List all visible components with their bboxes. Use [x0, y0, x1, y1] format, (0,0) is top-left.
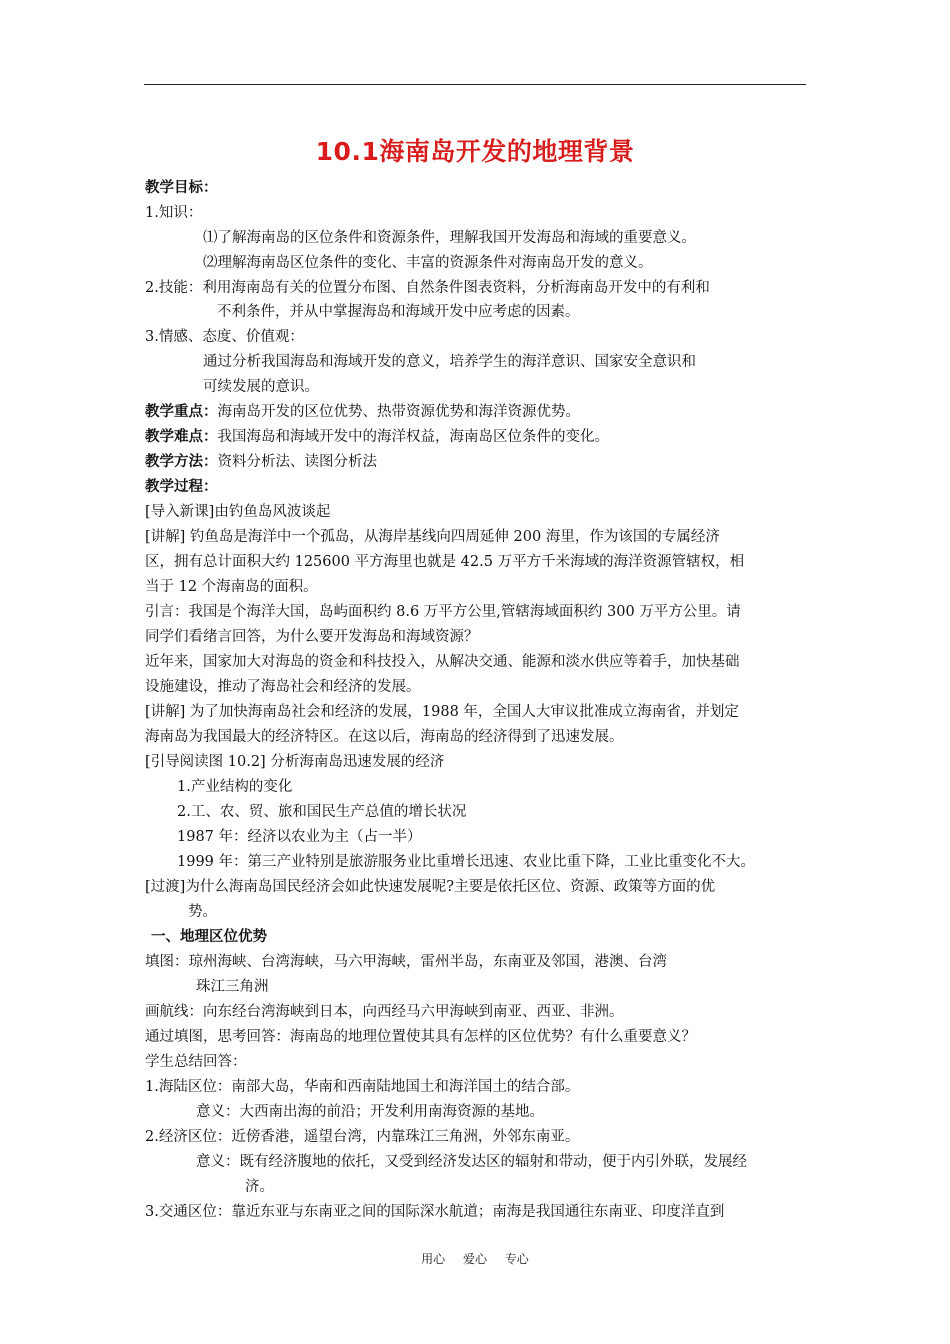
text-line: [导入新课]由钓鱼岛风波谈起 [145, 504, 331, 520]
text-line: 近年来，国家加大对海岛的资金和科技投入，从解决交通、能源和淡水供应等着手，加快基础 [145, 654, 740, 670]
text-line: [过渡]为什么海南岛国民经济会如此快速发展呢?主要是依托区位、资源、政策等方面的优 [145, 879, 716, 895]
section-heading-location: 一、地理区位优势 [151, 929, 267, 945]
text-line: 海南岛为我国最大的经济特区。在这以后，海南岛的经济得到了迅速发展。 [145, 729, 624, 745]
text-line: 2.经济区位：近傍香港，遥望台湾，内靠珠江三角洲，外邻东南亚。 [145, 1129, 580, 1145]
text-line: [引导阅读图 10.2] 分析海南岛迅速发展的经济 [145, 754, 445, 770]
difficulties-line [145, 427, 609, 447]
text-line: 3.交通区位：靠近东亚与东南亚之间的国际深水航道；南海是我国通往东南亚、印度洋直到 [145, 1204, 725, 1220]
text-line: ⑴了解海南岛的区位条件和资源条件，理解我国开发海岛和海域的重要意义。 [203, 230, 696, 246]
text-line: 通过填图，思考回答：海南岛的地理位置使其具有怎样的区位优势？有什么重要意义？ [145, 1029, 696, 1045]
section-heading-process: 教学过程： [145, 479, 218, 495]
page-title: 10.1海南岛开发的地理背景 [315, 137, 635, 166]
text-line: 3.情感、态度、价值观： [145, 329, 304, 345]
key-points-line [145, 402, 580, 422]
text-line: 济。 [245, 1179, 274, 1195]
difficulties-text: 我国海岛和海域开发中的海洋权益，海南岛区位条件的变化。 [217, 429, 609, 445]
page-footer: 用心 爱心 专心 [421, 1252, 529, 1266]
header-rule [144, 84, 806, 85]
text-line: 设施建设，推动了海岛社会和经济的发展。 [145, 679, 421, 695]
text-line: 意义：大西南出海的前沿；开发利用南海资源的基地。 [196, 1104, 544, 1120]
text-line: 1987 年：经济以农业为主（占一半） [177, 829, 422, 845]
methods-line [145, 452, 377, 472]
text-line: 引言：我国是个海洋大国，岛屿面积约 8.6 万平方公里,管辖海域面积约 300 万平方公里。请 [145, 604, 741, 620]
text-line: 填图：琼州海峡、台湾海峡，马六甲海峡，雷州半岛，东南亚及邻国，港澳、台湾 [145, 954, 667, 970]
text-line: 珠江三角洲 [196, 979, 269, 995]
text-line: ⑵理解海南岛区位条件的变化、丰富的资源条件对海南岛开发的意义。 [203, 255, 653, 271]
text-line: 学生总结回答： [145, 1054, 247, 1070]
text-line: 通过分析我国海岛和海域开发的意义，培养学生的海洋意识、国家安全意识和 [203, 354, 696, 370]
methods-text: 资料分析法、读图分析法 [217, 454, 377, 470]
text-line: 1999 年：第三产业特别是旅游服务业比重增长迅速、农业比重下降，工业比重变化不大。 [177, 854, 756, 870]
text-line: 1.知识： [145, 205, 203, 221]
text-line: 同学们看绪言回答，为什么要开发海岛和海域资源？ [145, 629, 479, 645]
key-points-label: 教学重点： [145, 404, 218, 420]
text-line: 画航线：向东经台湾海峡到日本，向西经马六甲海峡到南亚、西亚、非洲。 [145, 1004, 624, 1020]
methods-label: 教学方法： [145, 454, 218, 470]
text-line: 2.技能：利用海南岛有关的位置分布图、自然条件图表资料，分析海南岛开发中的有利和 [145, 280, 710, 296]
text-line: 1.海陆区位：南部大岛，华南和西南陆地国土和海洋国土的结合部。 [145, 1079, 580, 1095]
section-heading-objectives: 教学目标： [145, 180, 218, 196]
text-line: 意义：既有经济腹地的依托，又受到经济发达区的辐射和带动，便于内引外联，发展经 [196, 1154, 747, 1170]
text-line: 1.产业结构的变化 [177, 779, 293, 795]
difficulties-label: 教学难点： [145, 429, 218, 445]
text-line: 2.工、农、贸、旅和国民生产总值的增长状况 [177, 804, 467, 820]
text-line: [讲解] 为了加快海南岛社会和经济的发展，1988 年，全国人大审议批准成立海南省，并划定 [145, 704, 739, 720]
text-line: 不利条件，并从中掌握海岛和海域开发中应考虑的因素。 [217, 304, 580, 320]
text-line: [讲解] 钓鱼岛是海洋中一个孤岛，从海岸基线向四周延伸 200 海里，作为该国的专属经济 [145, 529, 720, 545]
text-line: 区，拥有总计面积大约 125600 平方海里也就是 42.5 万平方千米海域的海洋资源管辖权，相 [145, 554, 745, 570]
text-line: 势。 [188, 904, 217, 920]
text-line: 可续发展的意识。 [203, 379, 319, 395]
text-line: 当于 12 个海南岛的面积。 [145, 579, 318, 595]
key-points-text: 海南岛开发的区位优势、热带资源优势和海洋资源优势。 [217, 404, 580, 420]
